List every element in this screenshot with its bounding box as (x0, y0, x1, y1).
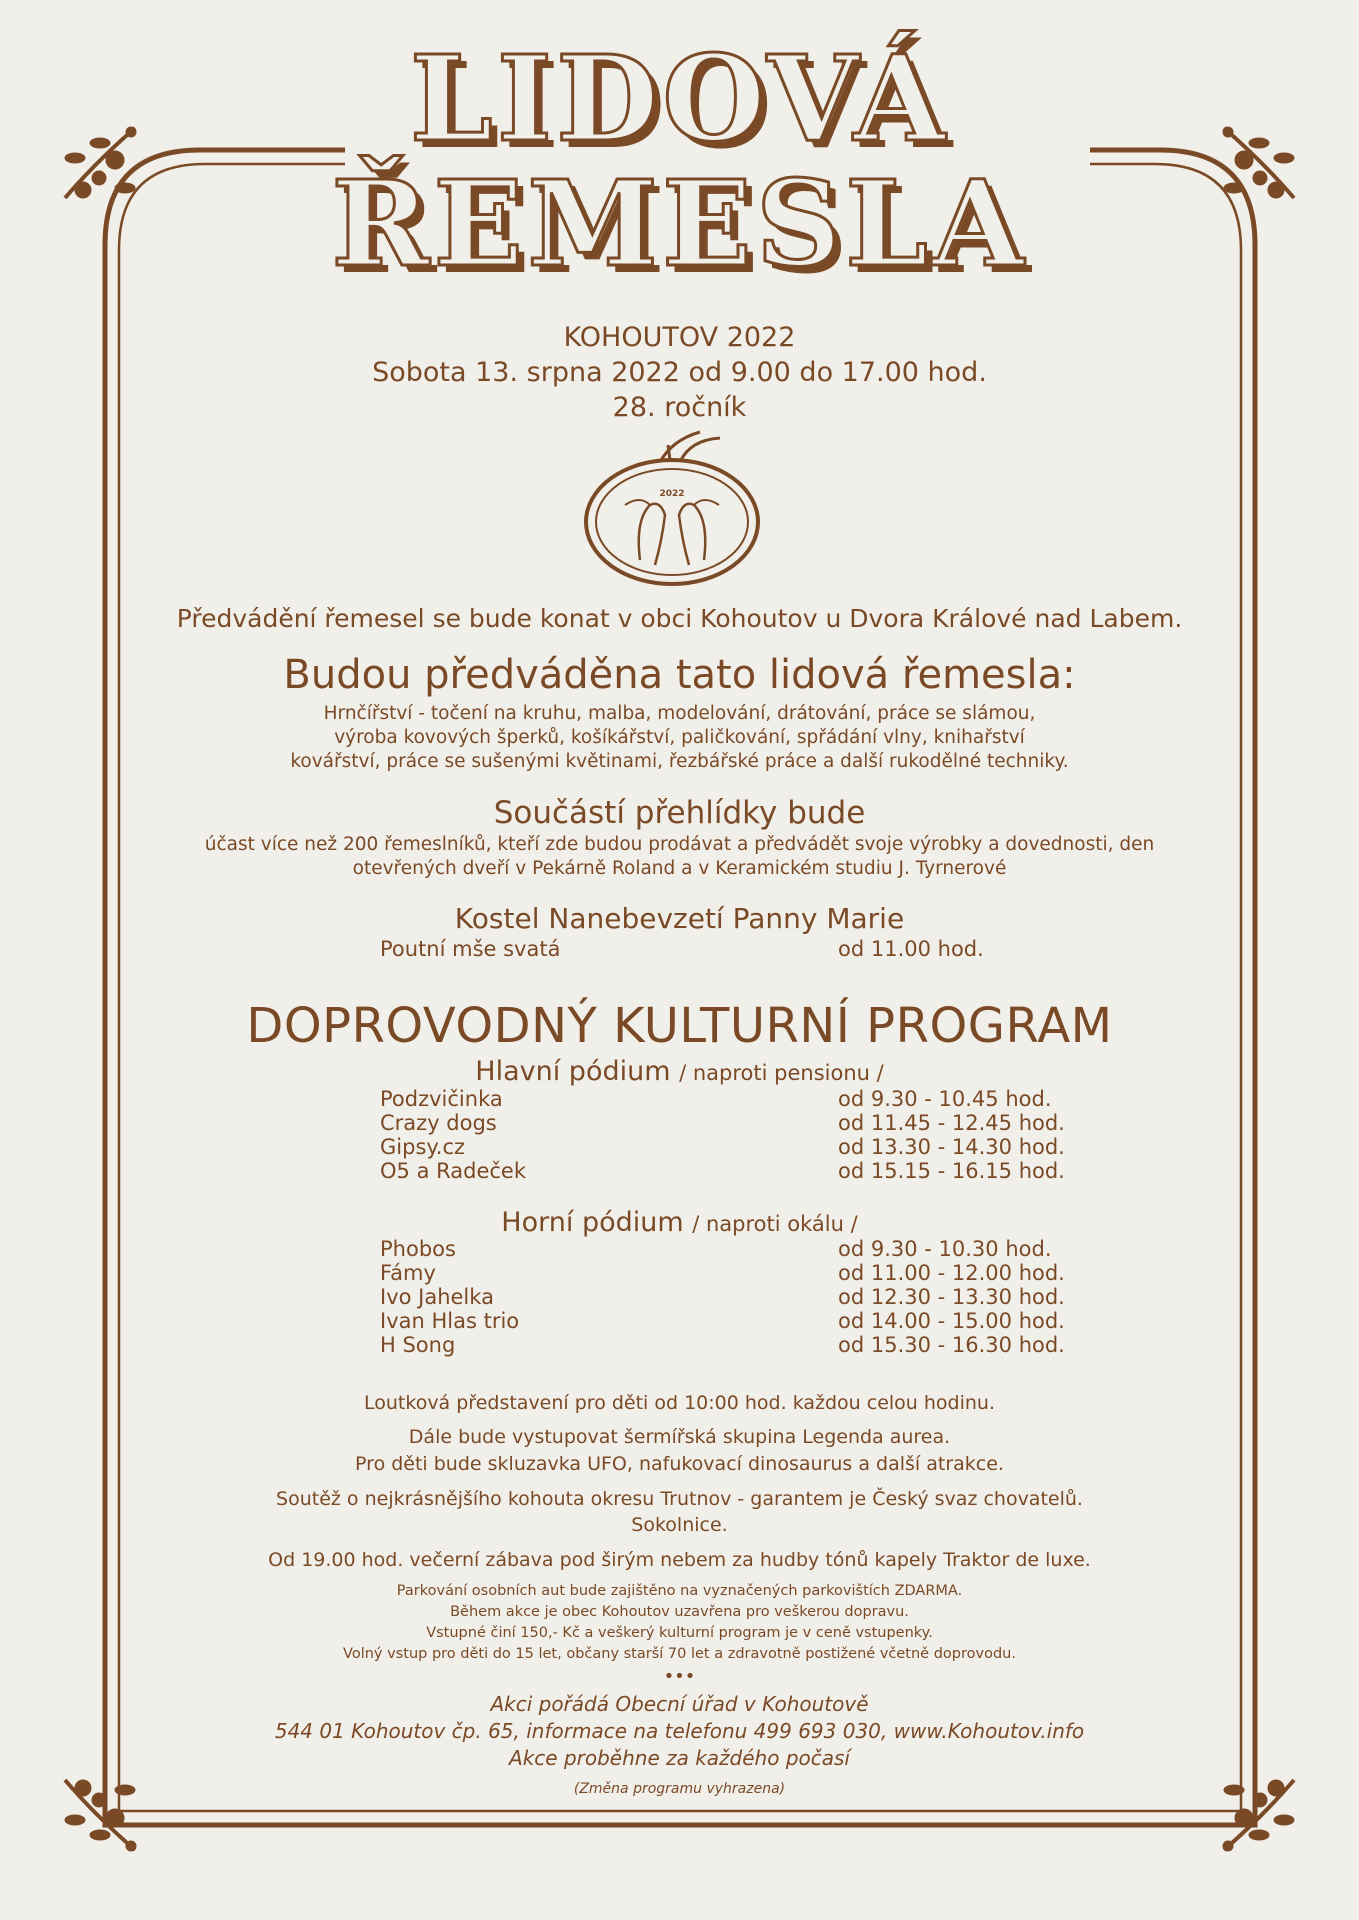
part-line: otevřených dveří v Pekárně Roland a v Keramickém studiu J. Tyrnerové (352, 858, 1007, 879)
crafts-heading: Budou předváděna tato lidová řemesla: (283, 652, 1076, 698)
organizer-line: Akci pořádá Obecní úřad v Kohoutově (490, 1692, 869, 1716)
info-contest: Soutěž o nejkrásnějšího kohouta okresu Trutnov - garantem je Český svaz chovatelů. (276, 1488, 1083, 1510)
organizer-line: Akce proběhne za každého počasí (509, 1746, 850, 1770)
practical-line: Parkování osobních aut bude zajištěno na vyznačených parkovištích ZDARMA. (396, 1583, 963, 1599)
act-time: od 14.00 - 15.00 hod. (838, 1309, 1065, 1333)
main-stage-name: Hlavní pódium (475, 1056, 671, 1087)
logo-year: 2022 (659, 489, 685, 499)
act-time: od 15.30 - 16.30 hod. (838, 1333, 1065, 1357)
upper-stage-location: / naproti okálu / (692, 1212, 858, 1236)
act-name: Ivo Jahelka (380, 1285, 494, 1309)
act-time: od 12.30 - 13.30 hod. (838, 1285, 1065, 1309)
part-heading: Součástí přehlídky bude (493, 795, 866, 831)
rooster-logo-icon (586, 432, 758, 584)
act-name: Ivan Hlas trio (380, 1309, 520, 1333)
title-line-1: LIDOVÁ (409, 29, 950, 168)
upper-stage-title (0, 1207, 1359, 1238)
act-name: O5 a Radeček (380, 1159, 526, 1183)
main-stage-title (0, 1056, 1359, 1087)
title-line-2: ŘEMESLA (331, 154, 1028, 293)
edition: 28. ročník (612, 392, 747, 423)
act-name: H Song (380, 1333, 456, 1357)
act-name: Podzvičinka (380, 1087, 503, 1111)
info-puppet: Loutková představení pro děti od 10:00 hod. každou celou hodinu. (364, 1392, 995, 1414)
info-kids: Pro děti bude skluzavka UFO, nafukovací dinosaurus a další atrakce. (355, 1453, 1004, 1475)
crafts-line: kovářství, práce se sušenými květinami, řezbářské práce a další rukodělné techniky. (290, 751, 1069, 772)
program-heading: DOPROVODNÝ KULTURNÍ PROGRAM (246, 998, 1113, 1054)
church-item: Poutní mše svatá (380, 937, 561, 961)
main-stage-location: / naproti pensionu / (679, 1061, 884, 1085)
separator: ••• (663, 1666, 696, 1687)
practical-line: Během akce je obec Kohoutov uzavřena pro veškerou dopravu. (450, 1604, 909, 1620)
act-name: Gipsy.cz (380, 1135, 466, 1159)
upper-stage-name: Horní pódium (501, 1207, 684, 1238)
act-time: od 13.30 - 14.30 hod. (838, 1135, 1065, 1159)
act-name: Crazy dogs (380, 1111, 497, 1135)
act-time: od 9.30 - 10.45 hod. (838, 1087, 1052, 1111)
act-time: od 15.15 - 16.15 hod. (838, 1159, 1065, 1183)
church-time: od 11.00 hod. (838, 937, 984, 961)
crafts-line: Hrnčířství - točení na kruhu, malba, modelování, drátování, práce se slámou, (323, 703, 1036, 724)
crafts-line: výroba kovových šperků, košíkářství, paličkování, spřádání vlny, knihařství (334, 727, 1025, 748)
practical-line: Vstupné činí 150,- Kč a veškerý kulturní program je v ceně vstupenky. (426, 1625, 933, 1641)
practical-line: Volný vstup pro děti do 15 let, občany starší 70 let a zdravotně postižené včetně doprovodu. (343, 1646, 1016, 1662)
info-falconry: Sokolnice. (631, 1514, 728, 1536)
info-evening: Od 19.00 hod. večerní zábava pod širým nebem za hudby tónů kapely Traktor de luxe. (268, 1549, 1091, 1571)
act-time: od 11.45 - 12.45 hod. (838, 1111, 1065, 1135)
event-date: Sobota 13. srpna 2022 od 9.00 do 17.00 hod. (372, 357, 987, 388)
part-line: účast více než 200 řemeslníků, kteří zde budou prodávat a předvádět svoje výrobky a dovednosti, den (204, 834, 1155, 855)
place-year: KOHOUTOV 2022 (563, 322, 796, 353)
intro-text: Předvádění řemesel se bude konat v obci Kohoutov u Dvora Králové nad Labem. (176, 604, 1183, 633)
organizer-line: 544 01 Kohoutov čp. 65, informace na telefonu 499 693 030, www.Kohoutov.info (274, 1719, 1085, 1743)
act-time: od 11.00 - 12.00 hod. (838, 1261, 1065, 1285)
act-name: Phobos (380, 1237, 456, 1261)
church-heading: Kostel Nanebevzetí Panny Marie (454, 902, 905, 935)
act-time: od 9.30 - 10.30 hod. (838, 1237, 1052, 1261)
info-fencing: Dále bude vystupovat šermířská skupina Legenda aurea. (408, 1426, 951, 1448)
act-name: Fámy (380, 1261, 436, 1285)
disclaimer: (Změna programu vyhrazena) (573, 1781, 786, 1797)
